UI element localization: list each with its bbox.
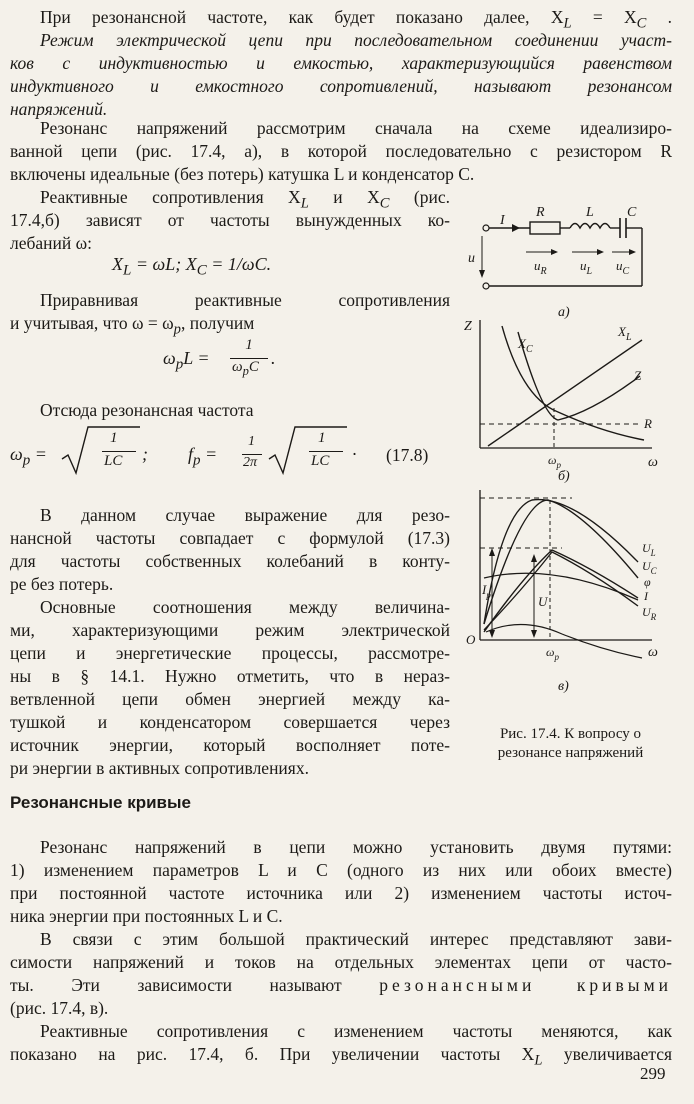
column-line: тушкой и конденсатором совершается через xyxy=(10,712,450,732)
label-wp: $\omega_р$ xyxy=(548,453,561,470)
label-Z: Z xyxy=(634,368,642,383)
equation-reactance: $X_L = \omega L$; $X_C = 1/\omega C$. xyxy=(112,254,272,279)
sqrt1-denominator: LC xyxy=(104,453,123,469)
definition-line-1: Режим электрической цепи при последовательном соединении участ- xyxy=(40,30,672,50)
axis-omega-c: ω xyxy=(648,645,658,660)
paragraph-line: Резонанс напряжений в цепи можно установить двумя путями: xyxy=(40,837,672,857)
paragraph-line: включены идеальные (без потерь) катушка L и конденсатор C. xyxy=(10,164,475,184)
paragraph-line: при постоянной частоте источника или 2) изменением частоты источ- xyxy=(10,883,672,903)
label-uL: $u_L$ xyxy=(580,258,593,277)
column-line: и учитывая, что $\omega = \omega_р$, получим xyxy=(10,313,255,338)
resonance-curves-chart xyxy=(466,490,658,694)
paragraph-line: Резонанс напряжений рассмотрим сначала на схеме идеализиро- xyxy=(40,118,672,138)
equation-omega: $\omega_р$ = xyxy=(10,444,47,469)
column-line: ны в § 14.1. Нужно отметить, что в нераз- xyxy=(10,666,450,686)
paragraph-line: 1) изменением параметров L и C (одного из них или обоих вместе) xyxy=(10,860,672,880)
fraction-numerator: 1 xyxy=(245,337,253,353)
definition-line-3: индуктивного и емкостного сопротивлений, называют резонансом xyxy=(10,76,672,96)
figure-caption-line-1: Рис. 17.4. К вопросу о xyxy=(499,726,642,742)
column-line: Отсюда резонансная частота xyxy=(40,400,254,420)
column-line: для частоты собственных колебаний в конту- xyxy=(10,551,450,571)
label-Ip: $I_р$ xyxy=(482,582,491,600)
label-XC: $X_C$ xyxy=(518,336,533,355)
label-uC: $u_C$ xyxy=(616,258,630,277)
column-line: В данном случае выражение для резо- xyxy=(40,505,450,525)
label-L: L xyxy=(586,205,594,220)
label-I-curve: I xyxy=(644,589,648,603)
intro-line: При резонансной частоте, как будет показано далее, $X_L = X_C$ . xyxy=(40,7,673,32)
label-c: в) xyxy=(558,679,569,694)
paragraph-line: симости напряжений и токов на отдельных элементах цепи от часто- xyxy=(10,952,672,972)
definition-line-4: напряжений. xyxy=(10,99,108,119)
label-R: R xyxy=(536,205,545,220)
label-C: C xyxy=(627,205,637,220)
column-line: нансной частоты совпадает с формулой (17.3) xyxy=(10,528,450,548)
axis-omega: ω xyxy=(648,455,658,470)
axis-Z: Z xyxy=(464,319,472,334)
paragraph-line: (рис. 17.4, в). xyxy=(10,998,109,1018)
sqrt1-numerator: 1 xyxy=(110,430,118,446)
paragraph-line: Реактивные сопротивления с изменением частоты меняются, как xyxy=(40,1021,672,1041)
fraction-numerator: 1 xyxy=(248,434,255,449)
label-U: U xyxy=(538,594,548,609)
fraction-bar xyxy=(102,451,136,452)
fraction-denominator: $\omega_рC$ xyxy=(232,359,259,378)
label-uR: $u_R$ xyxy=(534,258,547,277)
label-UC: $U_C$ xyxy=(642,559,657,576)
label-UL: $U_L$ xyxy=(642,541,656,558)
label-I: I xyxy=(500,213,505,228)
equation-frequency: $f_р$ = xyxy=(188,444,218,469)
curve-lower xyxy=(486,624,642,658)
equation-resonance-condition: $\omega_рL$ = xyxy=(163,348,210,373)
label-R-line: R xyxy=(644,416,652,431)
paragraph-line: ты. Эти зависимости называют резонансными кривыми xyxy=(10,975,673,995)
column-line: Приравнивая реактивные сопротивления xyxy=(40,290,450,310)
label-b: б) xyxy=(558,469,570,484)
circuit-diagram xyxy=(468,205,642,320)
sqrt2-denominator: LC xyxy=(311,453,330,469)
dot: · xyxy=(352,444,357,464)
label-a: а) xyxy=(558,305,570,320)
equation-end: . xyxy=(271,348,276,368)
label-wp-c: $\omega_р$ xyxy=(546,645,559,662)
reactance-chart xyxy=(464,319,658,484)
curve-phi xyxy=(484,573,638,600)
curve-Z xyxy=(518,332,640,420)
label-XL: $X_L$ xyxy=(618,324,632,343)
column-line: источник энергии, который восполняет поте- xyxy=(10,735,450,755)
paragraph-line: ника энергии при постоянных L и C. xyxy=(10,906,283,926)
column-line: 17.4,б) зависят от частоты вынужденных ко- xyxy=(10,210,450,230)
label-u: u xyxy=(468,251,475,266)
paragraph-line: показано на рис. 17.4, б. При увеличении частоты $X_L$ увеличивается xyxy=(10,1044,673,1069)
curve-XL xyxy=(488,340,642,446)
paragraph-line: В связи с этим большой практический интерес представляют зави- xyxy=(40,929,672,949)
column-line: ми, характеризующими режим электрической xyxy=(10,620,450,640)
section-heading: Резонансные кривые xyxy=(10,793,191,812)
origin-O: O xyxy=(466,632,476,647)
semicolon: ; xyxy=(142,444,148,464)
column-line: Основные соотношения между величина- xyxy=(40,597,450,617)
fraction-bar xyxy=(309,451,343,452)
sqrt2-numerator: 1 xyxy=(318,430,326,446)
label-UR: $U_R$ xyxy=(642,605,657,622)
column-line: лебаний ω: xyxy=(10,233,93,253)
definition-line-2: ков с индуктивностью и емкостью, характеризующийся равенством xyxy=(10,53,672,73)
equation-number: (17.8) xyxy=(386,445,429,465)
column-line: ре без потерь. xyxy=(10,574,114,594)
figure-17-4 xyxy=(462,180,684,725)
column-line: ри энергии в активных сопротивлениях. xyxy=(10,758,309,778)
fraction-denominator: 2π xyxy=(243,455,258,470)
page-number: 299 xyxy=(640,1064,666,1083)
column-line: ветвленной цепи обмен энергией между ка- xyxy=(10,689,450,709)
paragraph-line: ванной цепи (рис. 17.4, а), в которой последовательно с резистором R xyxy=(10,141,672,161)
figure-caption-line-2: резонансе напряжений xyxy=(497,745,644,761)
column-line: цепи и энергетические процессы, рассмотре- xyxy=(10,643,450,663)
column-line: Реактивные сопротивления $X_L$ и $X_C$ (рис. xyxy=(40,187,450,212)
label-phi: φ xyxy=(644,575,651,589)
